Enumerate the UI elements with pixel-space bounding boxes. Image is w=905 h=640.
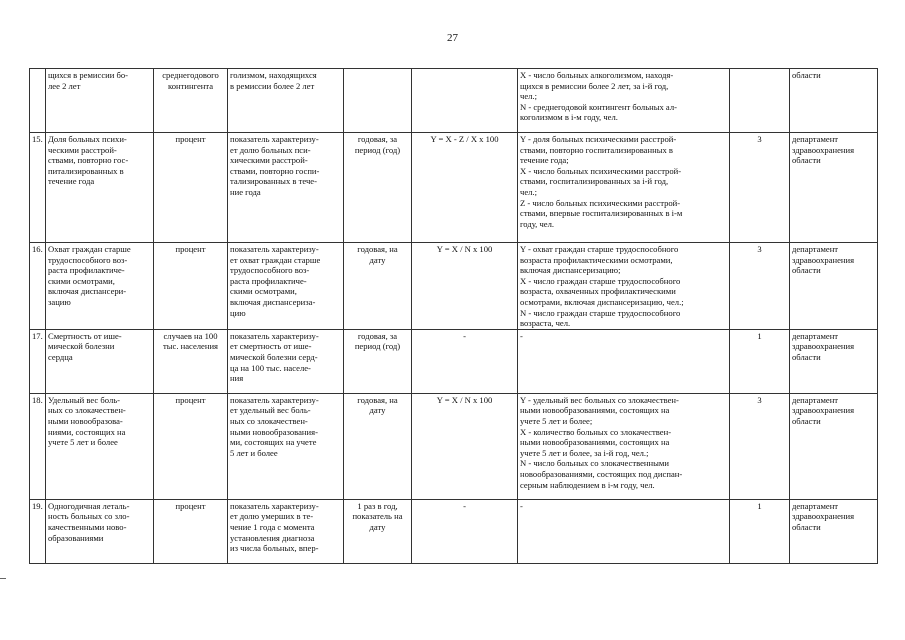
row-number: 16.: [30, 243, 46, 330]
formula-explanation: X - число больных алкоголизмом, находя- щихся в ремиссии более 2 лет, за i-й год, чел.; N - среднегодовой контингент больных ал- коголизмом в i-м году, чел.: [518, 69, 730, 133]
indicator-name: Удельный вес боль- ных со злокачествен- ными новообразова- ниями, состоящих на учете 5 лет и более: [46, 393, 154, 499]
indicators-table: [29, 68, 878, 564]
periodicity: [344, 69, 412, 133]
periodicity: годовая, на дату: [344, 393, 412, 499]
indicator-definition: показатель характеризу- ет долю умерших в те- чение 1 года с момента установления диагноза из числа больных, впер-: [228, 499, 344, 563]
table-row: [30, 499, 878, 563]
row-number: 18.: [30, 393, 46, 499]
responsible-body: департамент здравоохранения области: [790, 243, 878, 330]
method-code: 1: [730, 329, 790, 393]
periodicity: годовая, за период (год): [344, 329, 412, 393]
indicator-name: Смертность от ише- мической болезни сердца: [46, 329, 154, 393]
formula-explanation: Y - удельный вес больных со злокачествен- ными новообразованиями, состоящих на учете 5 лет и более; X - количество больных со злокачествен- ными новообразованиями, состоящих на учете 5 лет и более, за i-й год, чел.; N - число больных со злокачественными новообразованиями, состоящих под диспан- серным наблюдением в i-м году, чел.: [518, 393, 730, 499]
table-row: [30, 243, 878, 330]
formula: [412, 69, 518, 133]
table-row: [30, 329, 878, 393]
table-row: [30, 133, 878, 243]
indicator-name: Доля больных психи- ческими расстрой- ствами, повторно гос- питализированных в течение года: [46, 133, 154, 243]
responsible-body: департамент здравоохранения области: [790, 133, 878, 243]
formula-explanation: Y - доля больных психическими расстрой- ствами, повторно госпитализированных в течение года; X - число больных психическими расстрой- ствами, госпитализированных за i-й год, чел.; Z - число больных психическими расстрой- ствами, впервые госпитализированных в i-м году, чел.: [518, 133, 730, 243]
responsible-body: департамент здравоохранения области: [790, 329, 878, 393]
method-code: 3: [730, 243, 790, 330]
indicator-definition: показатель характеризу- ет долю больных пси- хическими расстрой- ствами, повторно госпи- тализированных в тече- ние года: [228, 133, 344, 243]
unit-of-measure: процент: [154, 243, 228, 330]
formula-explanation: Y - охват граждан старше трудоспособного возраста профилактическими осмотрами, включая диспансеризацию; X - число граждан старше трудоспособного возраста, охваченных профилактическими осмотрами, включая диспансеризацию, чел.; N - число граждан старше трудоспособного возраста, чел.: [518, 243, 730, 330]
responsible-body: департамент здравоохранения области: [790, 499, 878, 563]
formula-explanation: -: [518, 499, 730, 563]
periodicity: годовая, на дату: [344, 243, 412, 330]
formula: Y = X / N x 100: [412, 243, 518, 330]
row-number: 15.: [30, 133, 46, 243]
responsible-body: департамент здравоохранения области: [790, 393, 878, 499]
indicator-name: Охват граждан старше трудоспособного воз- раста профилактиче- скими осмотрами, включая диспансери- зацию: [46, 243, 154, 330]
method-code: 3: [730, 393, 790, 499]
unit-of-measure: процент: [154, 393, 228, 499]
formula: -: [412, 499, 518, 563]
method-code: [730, 69, 790, 133]
periodicity: годовая, за период (год): [344, 133, 412, 243]
table-row: [30, 69, 878, 133]
periodicity: 1 раз в год, показатель на дату: [344, 499, 412, 563]
row-number: 19.: [30, 499, 46, 563]
method-code: 1: [730, 499, 790, 563]
formula: Y = X / N x 100: [412, 393, 518, 499]
formula: -: [412, 329, 518, 393]
indicator-name: щихся в ремиссии бо- лее 2 лет: [46, 69, 154, 133]
indicator-name: Одногодичная леталь- ность больных со зло- качественными ново- образованиями: [46, 499, 154, 563]
table-row: [30, 393, 878, 499]
formula: Y = X - Z / X x 100: [412, 133, 518, 243]
responsible-body: области: [790, 69, 878, 133]
indicator-definition: голизмом, находящихся в ремиссии более 2 лет: [228, 69, 344, 133]
method-code: 3: [730, 133, 790, 243]
margin-mark: [0, 578, 6, 579]
unit-of-measure: среднегодового контингента: [154, 69, 228, 133]
indicator-definition: показатель характеризу- ет охват граждан старше трудоспособного воз- раста профилактиче- скими осмотрами, включая диспансериза- цию: [228, 243, 344, 330]
unit-of-measure: процент: [154, 133, 228, 243]
row-number: [30, 69, 46, 133]
unit-of-measure: случаев на 100 тыс. населения: [154, 329, 228, 393]
row-number: 17.: [30, 329, 46, 393]
unit-of-measure: процент: [154, 499, 228, 563]
indicator-definition: показатель характеризу- ет смертность от ише- мической болезни серд- ца на 100 тыс. населе- ния: [228, 329, 344, 393]
page-number: 27: [447, 32, 458, 44]
formula-explanation: -: [518, 329, 730, 393]
indicator-definition: показатель характеризу- ет удельный вес боль- ных со злокачествен- ными новообразования- ми, состоящих на учете 5 лет и более: [228, 393, 344, 499]
